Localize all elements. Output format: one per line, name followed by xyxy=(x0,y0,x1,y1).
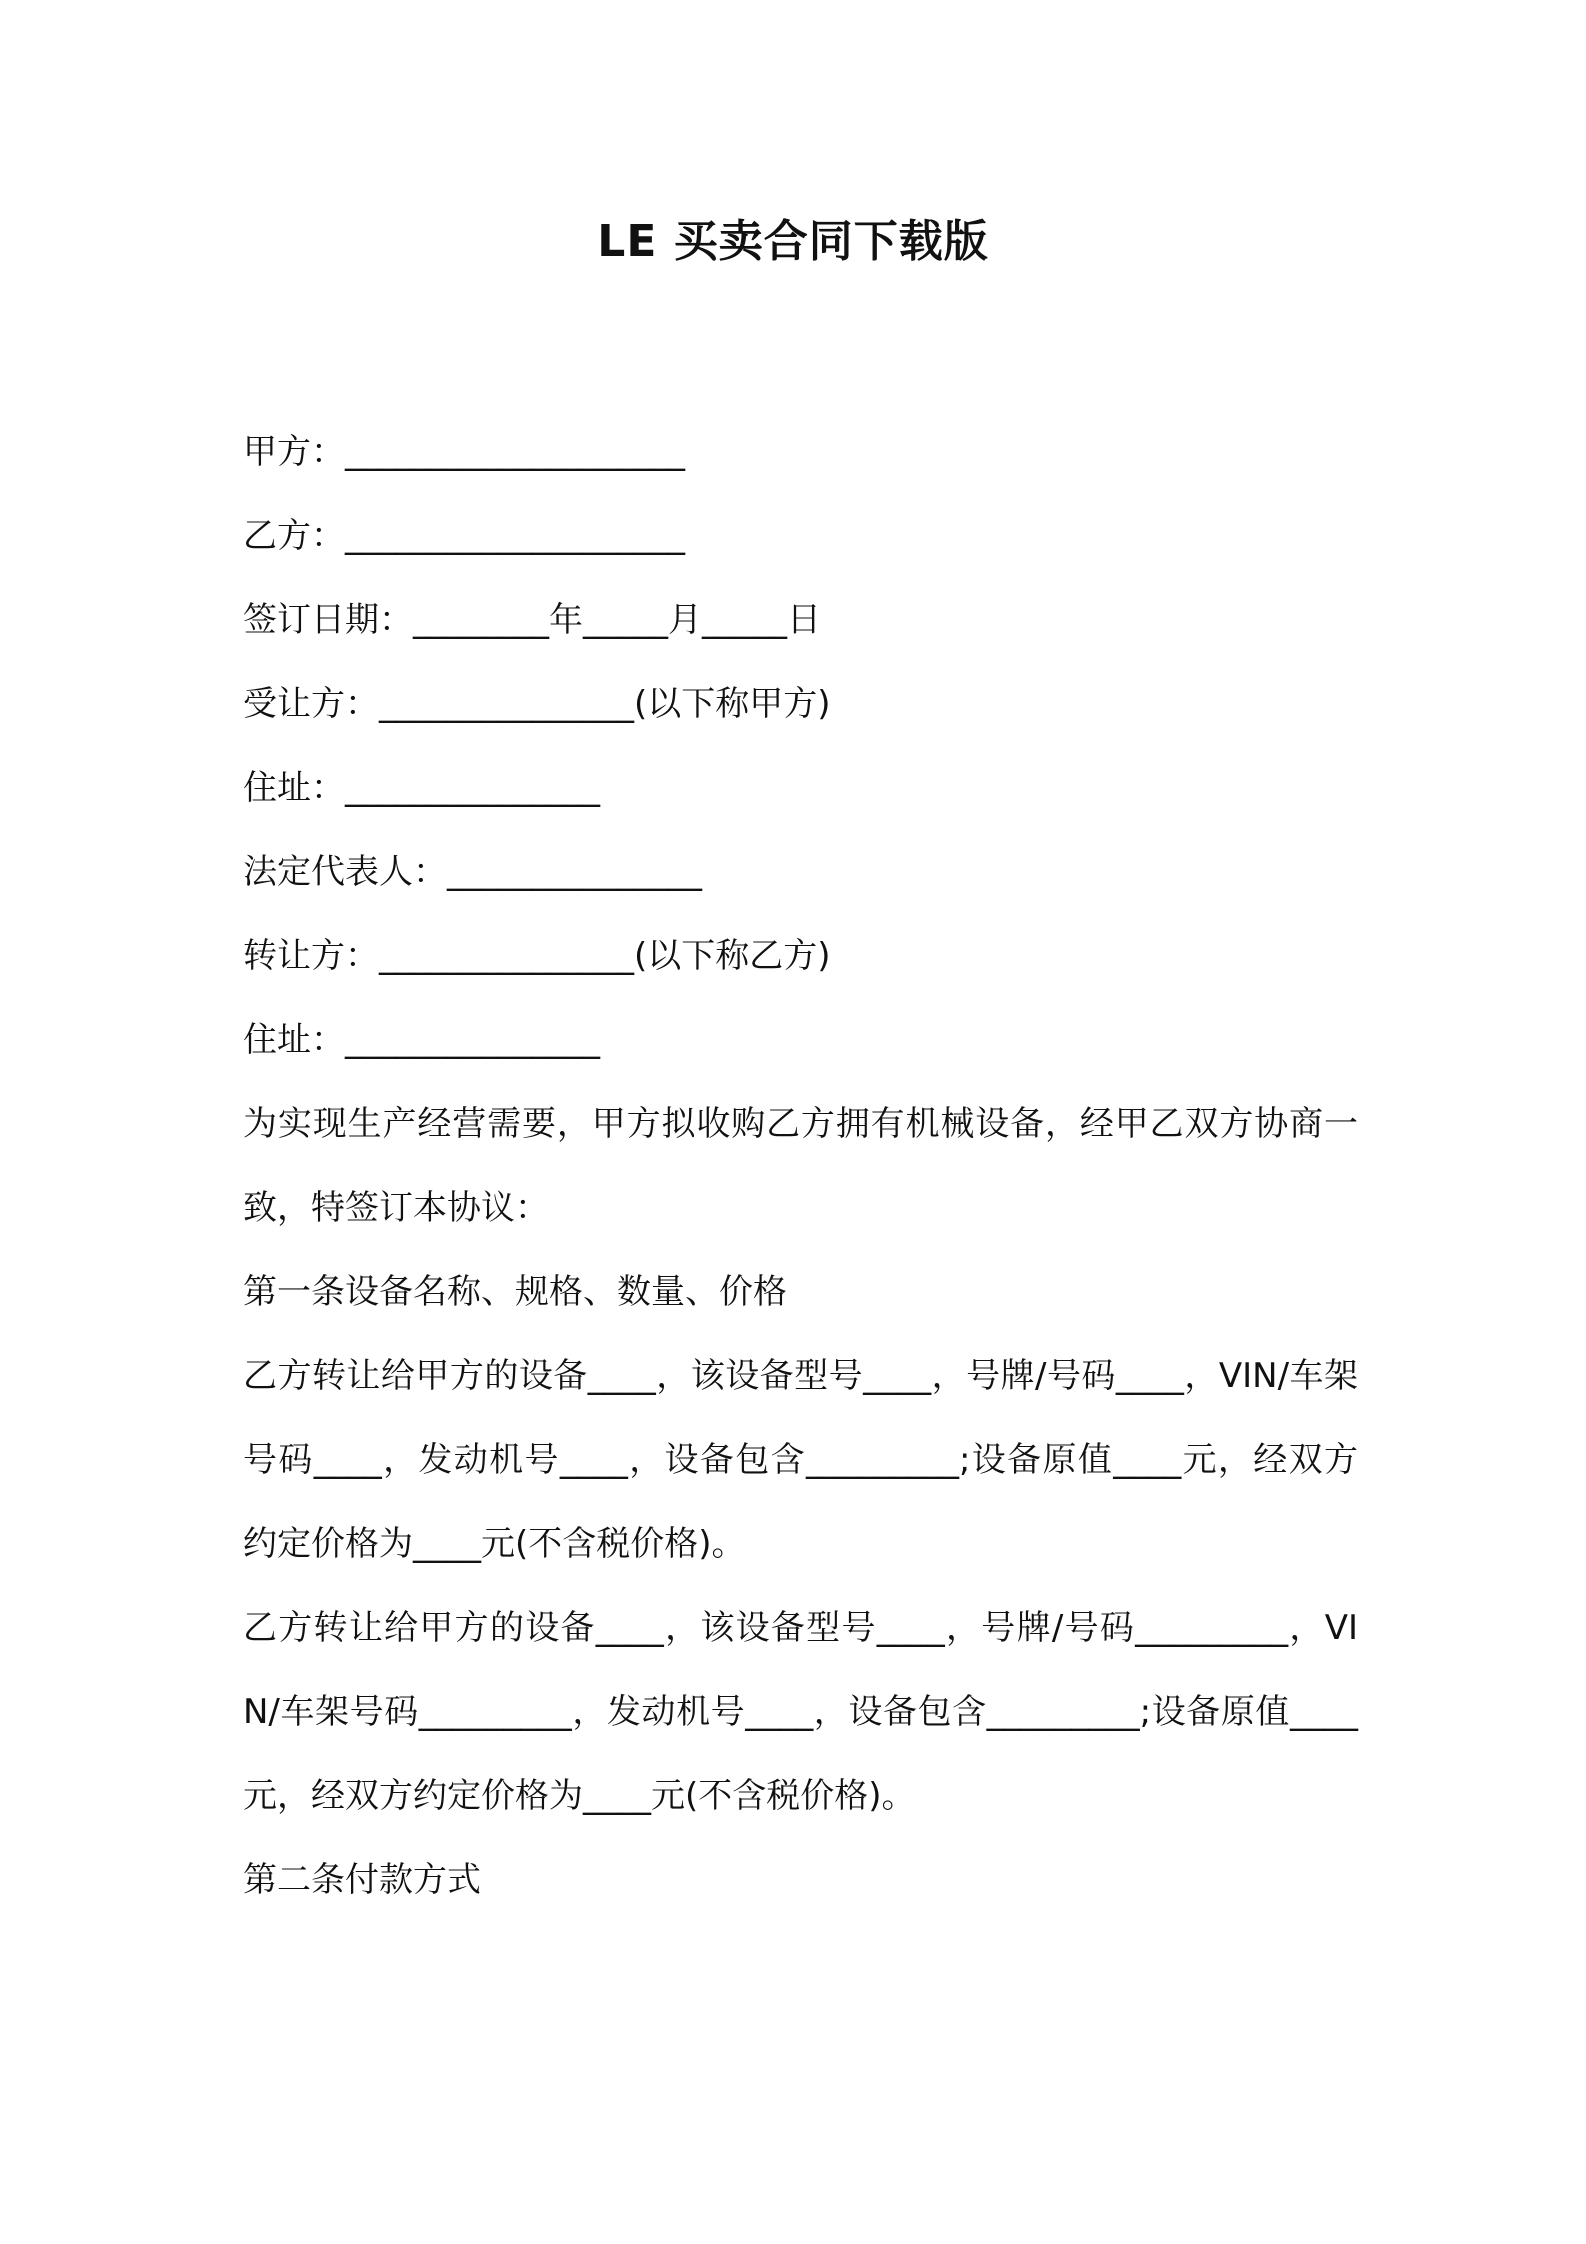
transferor-address-line: 住址：_______________ xyxy=(243,1020,600,1060)
transferee-address-line: 住址：_______________ xyxy=(243,768,600,808)
document-title: LE 买卖合同下载版 xyxy=(597,216,989,267)
transferor-line: 转让方：_______________(以下称乙方) xyxy=(243,936,831,976)
article-2-heading: 第二条付款方式 xyxy=(243,1860,481,1900)
signing-date-line: 签订日期：________年_____月_____日 xyxy=(243,600,821,640)
party-b-line: 乙方：____________________ xyxy=(243,516,685,556)
article-1-heading: 第一条设备名称、规格、数量、价格 xyxy=(243,1272,787,1312)
document-body xyxy=(243,410,1358,1922)
article-1-paragraph-2: 乙方转让给甲方的设备____，该设备型号____，号牌/号码_________，VIN/车架号码_________，发动机号____，设备包含_________;设备原值____元，经双方约定价格为____元(不含税价格)。 xyxy=(243,1608,1358,1816)
legal-representative-line: 法定代表人：_______________ xyxy=(243,852,702,892)
intro-paragraph: 为实现生产经营需要，甲方拟收购乙方拥有机械设备，经甲乙双方协商一致，特签订本协议： xyxy=(243,1104,1358,1228)
transferee-line: 受让方：_______________(以下称甲方) xyxy=(243,684,831,724)
article-1-paragraph-1: 乙方转让给甲方的设备____，该设备型号____，号牌/号码____，VIN/车架号码____，发动机号____，设备包含_________;设备原值____元，经双方约定价格为____元(不含税价格)。 xyxy=(243,1356,1358,1564)
party-a-line: 甲方：____________________ xyxy=(243,432,685,472)
